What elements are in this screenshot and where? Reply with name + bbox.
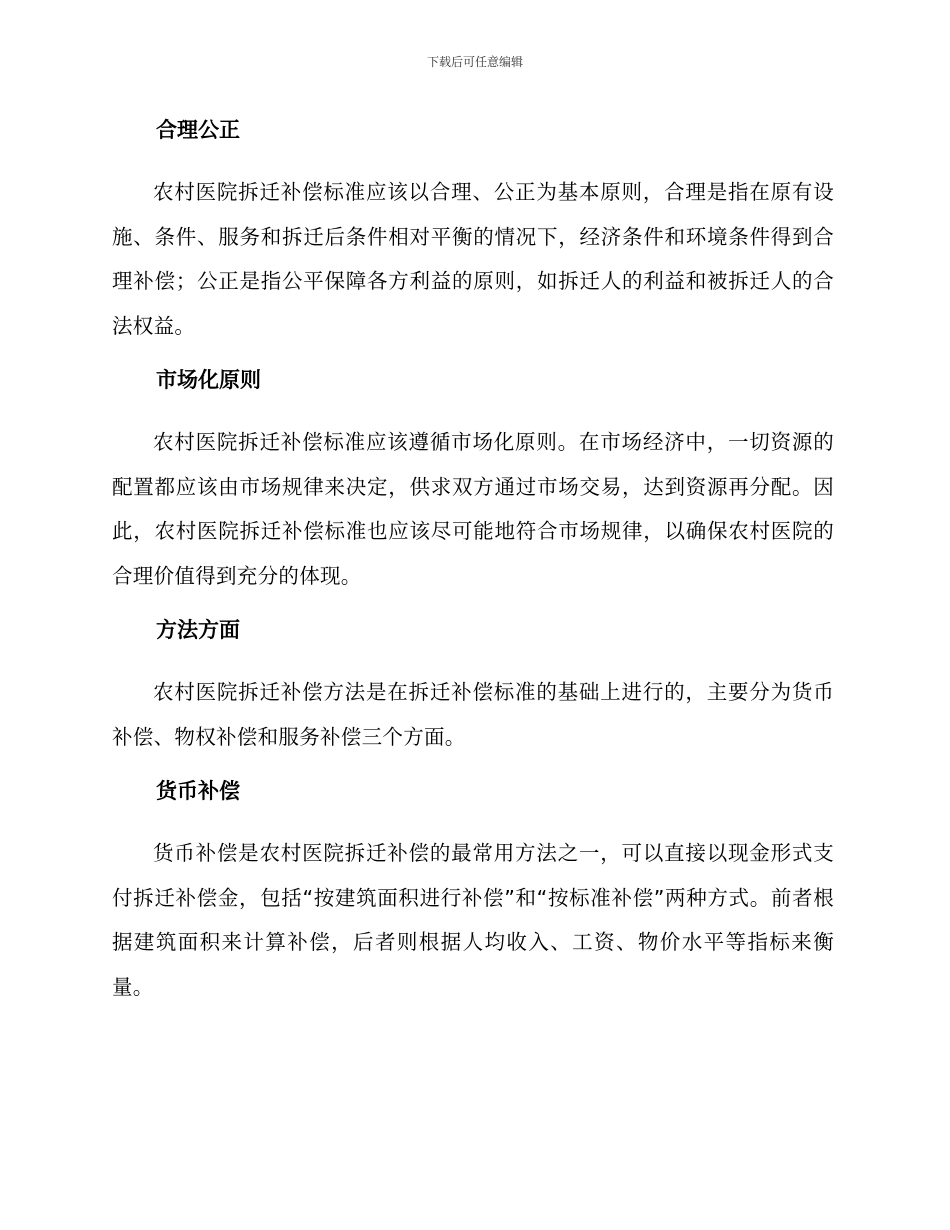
section-paragraph-fairness: 农村医院拆迁补偿标准应该以合理、公正为基本原则，合理是指在原有设施、条件、服务和拆迁后条件相对平衡的情况下，经济条件和环境条件得到合理补偿；公正是指公平保障各方利益的原则，如拆迁人的利益和被拆迁人的合法权益。 xyxy=(112,180,834,338)
document-body xyxy=(112,112,834,1023)
section-heading-market: 市场化原则 xyxy=(156,368,261,392)
section-heading-fairness: 合理公正 xyxy=(156,118,240,142)
section-paragraph-monetary: 货币补偿是农村医院拆迁补偿的最常用方法之一，可以直接以现金形式支付拆迁补偿金，包括“按建筑面积进行补偿”和“按标准补偿”两种方式。前者根据建筑面积来计算补偿，后者则根据人均收入、工资、物价水平等指标来衡量。 xyxy=(112,841,834,999)
section-paragraph-market: 农村医院拆迁补偿标准应该遵循市场化原则。在市场经济中，一切资源的配置都应该由市场规律来决定，供求双方通过市场交易，达到资源再分配。因此，农村医院拆迁补偿标准也应该尽可能地符合市场规律，以确保农村医院的合理价值得到充分的体现。 xyxy=(112,430,834,588)
section-heading-monetary: 货币补偿 xyxy=(156,779,240,803)
section-heading-methods: 方法方面 xyxy=(156,618,240,642)
page-header: 下载后可任意编辑 xyxy=(426,55,523,69)
section-paragraph-methods: 农村医院拆迁补偿方法是在拆迁补偿标准的基础上进行的，主要分为货币补偿、物权补偿和服务补偿三个方面。 xyxy=(112,680,834,749)
